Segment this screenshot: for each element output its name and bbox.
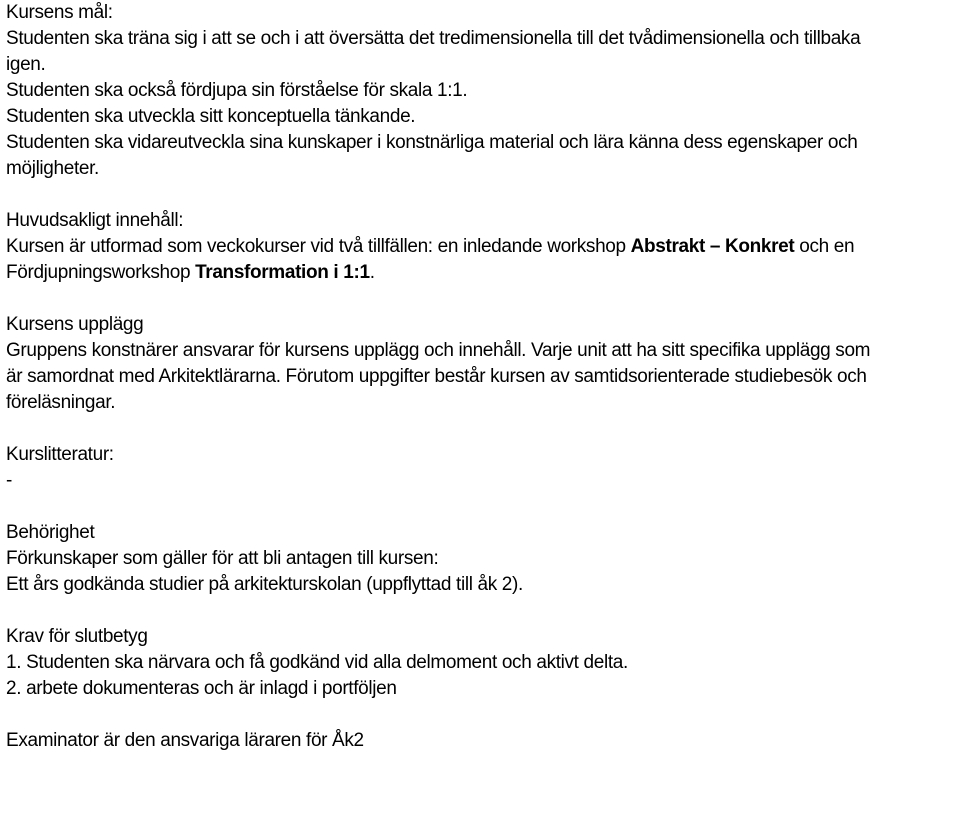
grading-requirement-item: 2. arbete dokumenteras och är inlagd i portföljen xyxy=(6,678,397,699)
main-content-text: och en xyxy=(794,236,855,257)
grading-requirement-item: 1. Studenten ska närvara och få godkänd vid alla delmoment och aktivt delta. xyxy=(6,652,628,673)
course-literature-section xyxy=(6,442,954,494)
grading-requirements-section xyxy=(6,624,954,702)
course-goal-line: möjligheter. xyxy=(6,158,99,179)
course-goal-line: Studenten ska utveckla sitt konceptuella tänkande. xyxy=(6,106,416,127)
eligibility-line: Förkunskaper som gäller för att bli antagen till kursen: xyxy=(6,548,439,569)
workshop-name-abstrakt-konkret: Abstrakt – Konkret xyxy=(630,236,795,257)
course-goal-line: Studenten ska också fördjupa sin förståelse för skala 1:1. xyxy=(6,80,468,101)
eligibility-line: Ett års godkända studier på arkitekturskolan (uppflyttad till åk 2). xyxy=(6,574,523,595)
grading-requirements-heading: Krav för slutbetyg xyxy=(6,626,148,647)
main-content-text: . xyxy=(369,262,375,283)
course-goals-section xyxy=(6,0,954,182)
course-literature-heading: Kurslitteratur: xyxy=(6,444,114,465)
examiner-section xyxy=(6,728,954,754)
spacer xyxy=(6,416,954,442)
main-content-line-1 xyxy=(6,234,954,260)
course-structure-line: Gruppens konstnärer ansvarar för kursens upplägg och innehåll. Varje unit att ha sitt specifika upplägg som xyxy=(6,340,871,361)
spacer xyxy=(6,494,954,520)
course-structure-heading: Kursens upplägg xyxy=(6,314,144,335)
course-structure-line: är samordnat med Arkitektlärarna. Förutom uppgifter består kursen av samtidsorienterade studiebesök och xyxy=(6,366,867,387)
examiner-text: Examinator är den ansvariga läraren för Åk2 xyxy=(6,730,364,751)
spacer xyxy=(6,702,954,728)
eligibility-section xyxy=(6,520,954,598)
course-goal-line: Studenten ska vidareutveckla sina kunskaper i konstnärliga material och lära känna dess egenskaper och xyxy=(6,132,858,153)
spacer xyxy=(6,286,954,312)
course-structure-line: föreläsningar. xyxy=(6,392,116,413)
main-content-heading: Huvudsakligt innehåll: xyxy=(6,210,184,231)
workshop-name-transformation: Transformation i 1:1 xyxy=(195,262,370,283)
course-goal-line: igen. xyxy=(6,54,46,75)
main-content-line-2 xyxy=(6,260,954,286)
course-literature-value: - xyxy=(6,470,12,491)
course-document xyxy=(6,0,954,754)
main-content-section xyxy=(6,208,954,286)
main-content-text: Kursen är utformad som veckokurser vid två tillfällen: en inledande workshop xyxy=(6,236,631,257)
main-content-text: Fördjupningsworkshop xyxy=(6,262,196,283)
course-goal-line: Studenten ska träna sig i att se och i att översätta det tredimensionella till det tvådimensionella och tillbaka xyxy=(6,28,861,49)
eligibility-heading: Behörighet xyxy=(6,522,95,543)
course-structure-section xyxy=(6,312,954,416)
spacer xyxy=(6,598,954,624)
course-goals-heading: Kursens mål: xyxy=(6,2,113,23)
spacer xyxy=(6,182,954,208)
